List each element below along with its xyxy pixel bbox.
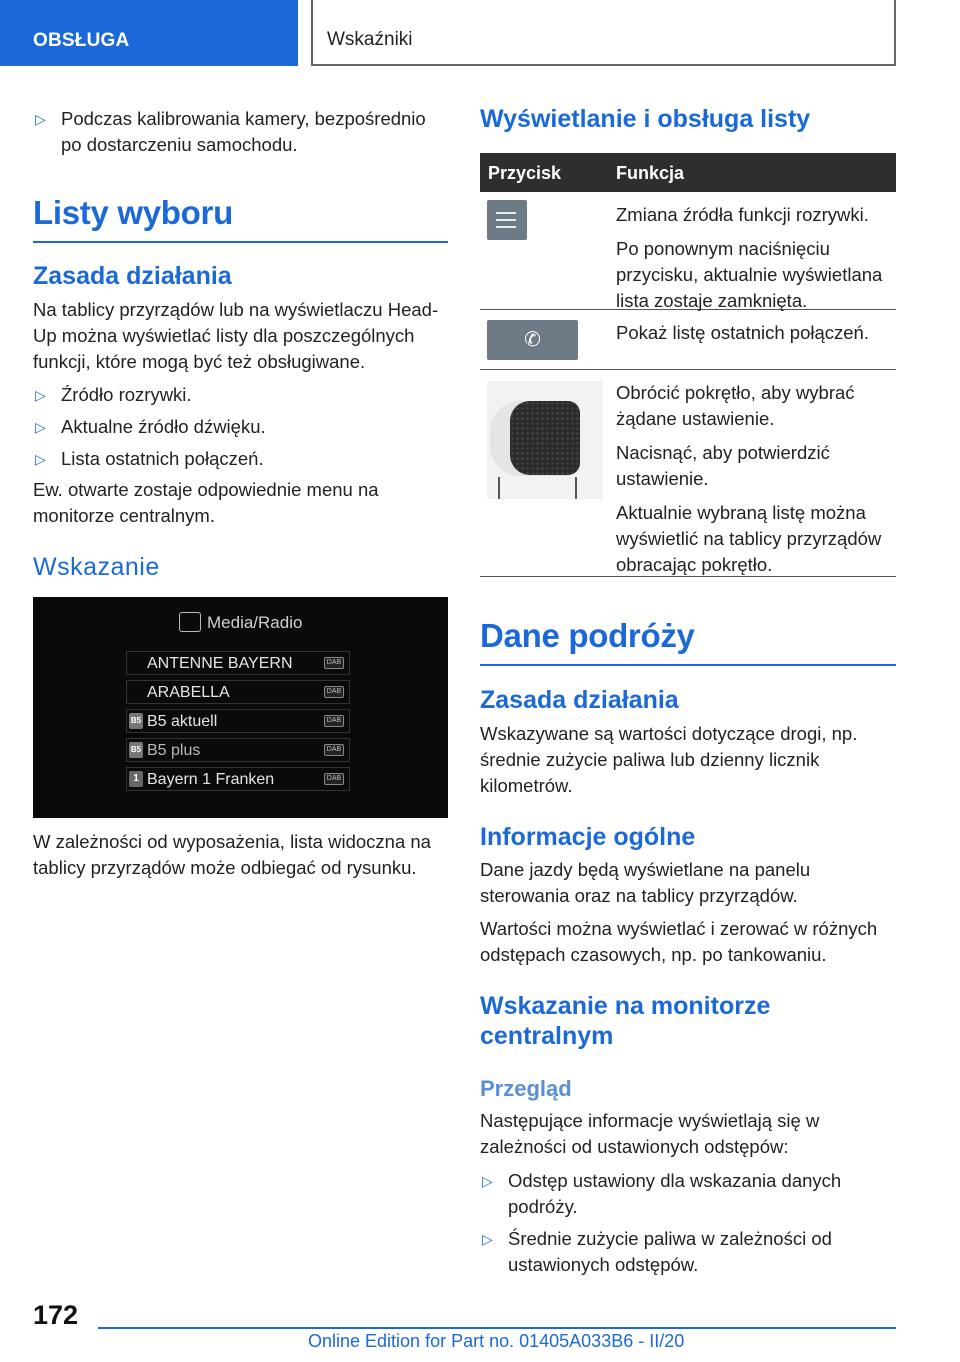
station-icon <box>129 684 143 700</box>
dab-badge-icon: DAB <box>324 686 344 698</box>
phone-button-icon: ✆ <box>487 320 578 360</box>
station-row <box>126 651 350 675</box>
intro-bullet-text: Podczas kalibrowania kamery, bezpośrednio po dostarczeniu samochodu. <box>61 108 426 155</box>
heading-zasada-dzialania-2: Zasada działania <box>480 686 679 714</box>
after-text: Ew. otwarte zostaje odpowiednie menu na monitorze centralnym. <box>33 479 379 526</box>
heading-wskazanie-monitor: Wskazanie na monitorze centralnym <box>480 992 771 1050</box>
list-item-text: Aktualne źródło dźwięku. <box>61 416 266 437</box>
station-row <box>126 738 350 762</box>
station-name: B5 plus <box>147 742 201 759</box>
heading-listy-wyboru: Listy wyboru <box>33 193 448 243</box>
heading-wskazanie: Wskazanie <box>33 553 160 581</box>
dab-badge-icon: DAB <box>324 715 344 727</box>
table-header <box>480 153 896 192</box>
table-cell-text: Po ponownym naciśnięciu przycisku, aktualnie wyświetlana lista zostaje zamknięta. <box>616 238 883 311</box>
table-row <box>480 192 896 310</box>
screen-title: Media/Radio <box>207 613 303 632</box>
general-text-2: Wartości można wyświetlać i zerować w różnych odstępach czasowych, np. po tankowaniu. <box>480 918 878 965</box>
list-item <box>480 1168 896 1220</box>
bullet-triangle-icon: ▷ <box>35 387 46 403</box>
station-row <box>126 680 350 704</box>
station-name: ARABELLA <box>147 684 230 701</box>
station-logo-icon: B5 <box>129 713 143 729</box>
bullet-triangle-icon: ▷ <box>35 419 46 435</box>
table-cell-text: Pokaż listę ostatnich połączeń. <box>616 322 869 343</box>
controller-knob-icon <box>487 381 603 499</box>
station-logo-icon: B5 <box>129 742 143 758</box>
station-icon <box>129 655 143 671</box>
footer-divider <box>98 1327 896 1329</box>
list-item-text: Średnie zużycie paliwa w zależności od ustawionych odstępów. <box>508 1228 832 1275</box>
list-item <box>33 414 448 440</box>
bullet-triangle-icon: ▷ <box>482 1173 493 1189</box>
heading-informacje-ogolne: Informacje ogólne <box>480 823 696 851</box>
overview-text: Następujące informacje wyświetlają się w zależności od ustawionych odstępów: <box>480 1110 820 1157</box>
dab-badge-icon: DAB <box>324 773 344 785</box>
list-item-text: Lista ostatnich połączeń. <box>61 448 264 469</box>
heading-zasada-dzialania: Zasada działania <box>33 262 232 290</box>
media-radio-screen-image <box>33 597 448 818</box>
bullet-triangle-icon: ▷ <box>35 111 46 127</box>
table-cell-text: Nacisnąć, aby potwierdzić ustawienie. <box>616 442 830 489</box>
list-item <box>480 1226 896 1278</box>
heading-przeglad: Przegląd <box>480 1076 572 1101</box>
table-cell-text: Aktualnie wybraną listę można wyświetlić na tablicy przyrządów obracając pokrętło. <box>616 502 882 575</box>
list-item <box>33 446 448 472</box>
station-row <box>126 709 350 733</box>
station-name: Bayern 1 Franken <box>147 771 275 788</box>
principle-text-2: Wskazywane są wartości dotyczące drogi, np. średnie zużycie paliwa lub dzienny licznik kilometrów. <box>480 723 858 796</box>
dab-badge-icon: DAB <box>324 657 344 669</box>
section-tab: OBSŁUGA <box>0 0 298 66</box>
station-name: B5 aktuell <box>147 713 218 730</box>
general-text-1: Dane jazdy będą wyświetlane na panelu sterowania oraz na tablicy przyrządów. <box>480 859 811 906</box>
table-row <box>480 370 896 577</box>
dab-badge-icon: DAB <box>324 744 344 756</box>
page-number: 172 <box>33 1300 79 1330</box>
column-header-funkcja: Funkcja <box>616 163 685 183</box>
heading-dane-podrozy: Dane podróży <box>480 616 896 666</box>
station-row <box>126 767 350 791</box>
table-cell-text: Obrócić pokrętło, aby wybrać żądane ustawienie. <box>616 382 855 429</box>
bullet-triangle-icon: ▷ <box>482 1231 493 1247</box>
station-name: ANTENNE BAYERN <box>147 655 293 672</box>
table-cell-text: Zmiana źródła funkcji rozrywki. <box>616 204 869 225</box>
list-item-text: Źródło rozrywki. <box>61 384 192 405</box>
chapter-title: Wskaźniki <box>311 0 896 66</box>
principle-text: Na tablicy przyrządów lub na wyświetlaczu Head-Up można wyświetlać listy dla poszczególnych funkcji, które mogą być też obsługiwane. <box>33 299 439 372</box>
media-icon <box>179 612 201 632</box>
station-logo-icon: 1 <box>129 771 143 787</box>
image-caption: W zależności od wyposażenia, lista widoczna na tablicy przyrządów może odbiegać od rysunku. <box>33 831 431 878</box>
list-button-icon <box>487 200 527 240</box>
list-item-text: Odstęp ustawiony dla wskazania danych podróży. <box>508 1170 842 1217</box>
heading-wyswietlanie-listy: Wyświetlanie i obsługa listy <box>480 105 811 133</box>
footer-edition: Online Edition for Part no. 01405A033B6 - II/20 <box>308 1331 685 1351</box>
bullet-triangle-icon: ▷ <box>35 451 46 467</box>
column-header-przycisk: Przycisk <box>488 163 562 183</box>
intro-bullet <box>33 106 448 158</box>
table-row <box>480 310 896 370</box>
controls-table <box>480 153 896 577</box>
list-item <box>33 382 448 408</box>
